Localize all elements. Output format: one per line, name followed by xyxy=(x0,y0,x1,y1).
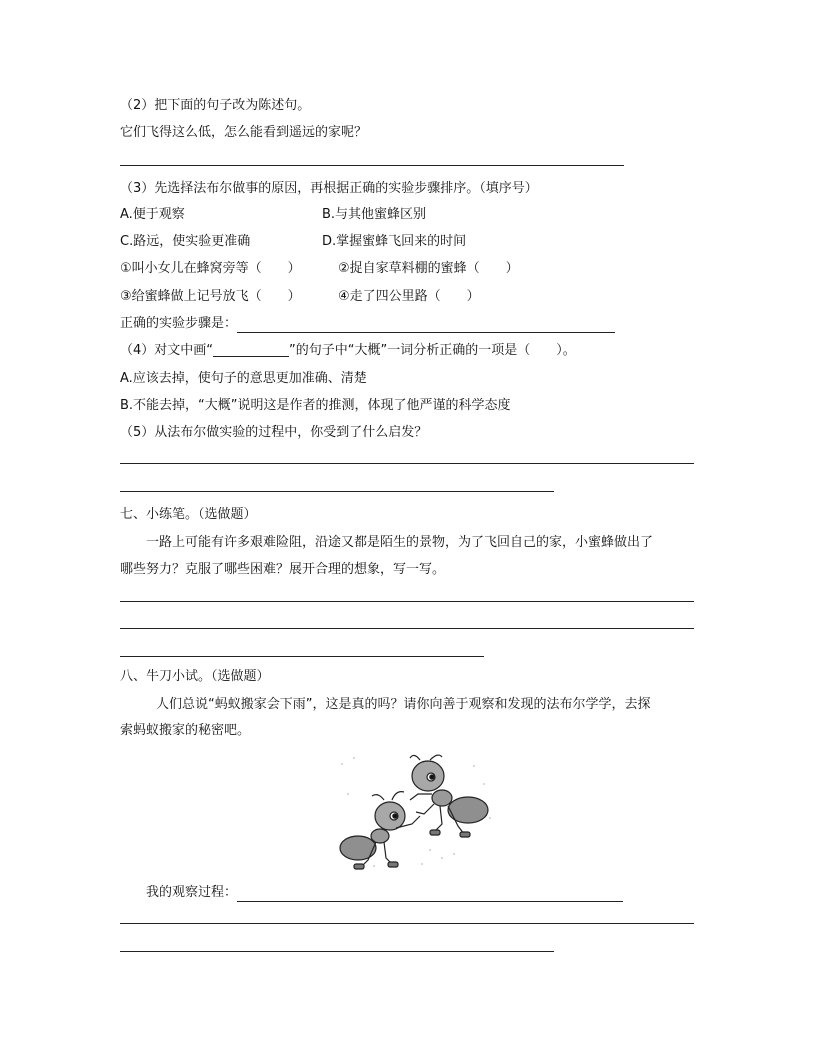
q3-option-b: B.与其他蜜蜂区别 xyxy=(322,207,427,222)
ants-illustration-icon xyxy=(334,754,496,872)
sec8-observe-answer-line[interactable] xyxy=(237,887,623,902)
q3-title: （3）先选择法布尔做事的原因，再根据正确的实验步骤排序。（填序号） xyxy=(120,181,538,196)
q3-step-2: ②捉自家草料棚的蜜蜂（ ） xyxy=(338,261,519,276)
q3-option-d: D.掌握蜜蜂飞回来的时间 xyxy=(322,234,467,249)
sec8-answer-line-2[interactable] xyxy=(120,923,694,924)
q2-sentence: 它们飞得这么低，怎么能看到遥远的家呢？ xyxy=(120,125,368,140)
q4-option-b: B.不能去掉，“大概”说明这是作者的推测，体现了他严谨的科学态度 xyxy=(120,398,511,413)
q4-option-a: A.应该去掉，使句子的意思更加准确、清楚 xyxy=(120,371,367,386)
q3-order-label: 正确的实验步骤是： xyxy=(120,316,238,331)
sec8-observe-row xyxy=(146,884,623,902)
sec7-paragraph-2: 哪些努力？克服了哪些困难？展开合理的想象，写一写。 xyxy=(120,562,446,577)
q3-option-c: C.路远，使实验更准确 xyxy=(120,234,251,249)
q3-step-4: ④走了四公里路（ ） xyxy=(338,289,480,304)
q4-suffix: ”的句子中“大概”一词分析正确的一项是（ ）。 xyxy=(289,343,576,358)
sec7-answer-line-1[interactable] xyxy=(120,601,694,602)
sec8-paragraph-2: 索蚂蚁搬家的秘密吧。 xyxy=(120,723,251,738)
q4-prefix: （4）对文中画“ xyxy=(120,343,214,358)
q3-order-row xyxy=(120,315,615,333)
q5-title: （5）从法布尔做实验的过程中，你受到了什么启发？ xyxy=(120,425,428,440)
q3-option-a: A.便于观察 xyxy=(120,207,185,222)
sec8-paragraph-1: 人们总说“蚂蚁搬家会下雨”，这是真的吗？请你向善于观察和发现的法布尔学学，去探 xyxy=(156,697,651,712)
q4-title-row xyxy=(120,342,576,360)
sec8-observe-label: 我的观察过程： xyxy=(146,885,238,900)
sec7-answer-line-3[interactable] xyxy=(120,656,484,657)
sec7-title: 七、小练笔。（选做题） xyxy=(120,507,257,522)
q3-step-1: ①叫小女儿在蜂窝旁等（ ） xyxy=(120,261,301,276)
q5-answer-line-2[interactable] xyxy=(120,491,554,492)
sec7-answer-line-2[interactable] xyxy=(120,628,694,629)
q3-order-answer-line[interactable] xyxy=(237,318,615,333)
sec8-title: 八、牛刀小试。（选做题） xyxy=(120,669,270,684)
q5-answer-line-1[interactable] xyxy=(120,463,694,464)
q3-step-3: ③给蜜蜂做上记号放飞（ ） xyxy=(120,289,301,304)
q2-answer-line[interactable] xyxy=(120,165,624,166)
q2-title: （2）把下面的句子改为陈述句。 xyxy=(120,98,311,113)
sec7-paragraph-1: 一路上可能有许多艰难险阻，沿途又都是陌生的景物，为了飞回自己的家，小蜜蜂做出了 xyxy=(146,535,654,550)
sec8-answer-line-3[interactable] xyxy=(120,951,554,952)
q4-underline-mark xyxy=(213,344,289,357)
